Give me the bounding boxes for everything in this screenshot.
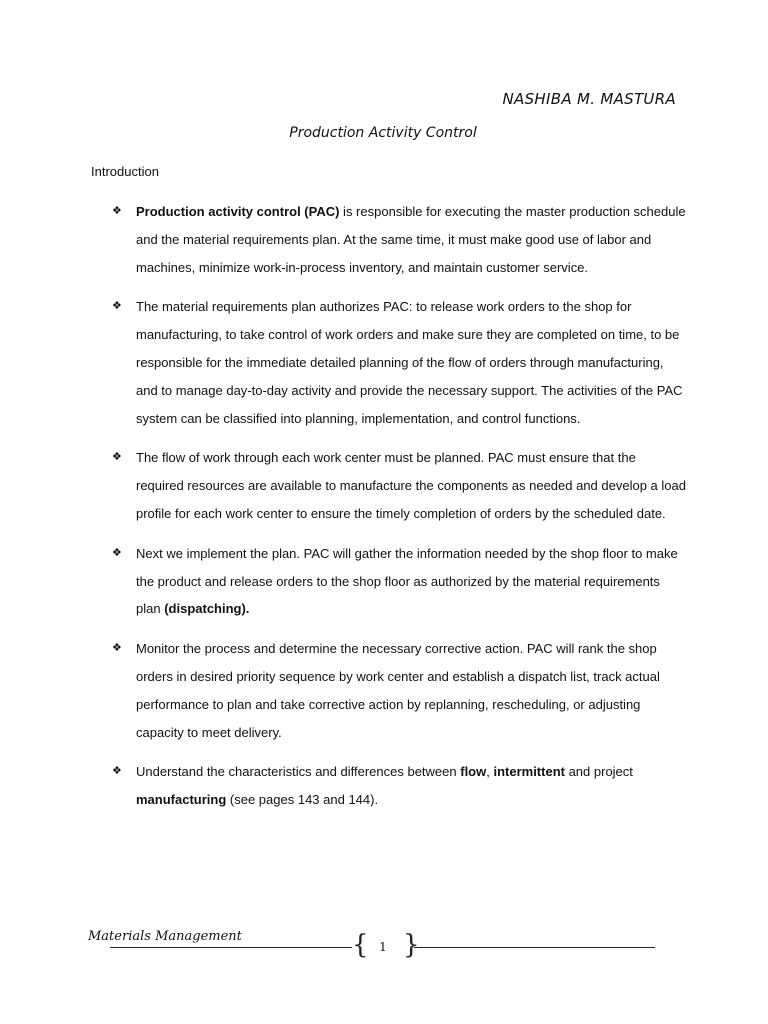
bullet-item (112, 444, 687, 527)
bullet-item (112, 540, 687, 623)
page-number: 1 (379, 940, 387, 954)
bullet-text: , (486, 764, 494, 780)
diamond-bullet-icon: ❖ (112, 300, 122, 313)
bold-term: flow (460, 764, 487, 780)
bold-term: Production activity control (PAC) (136, 204, 340, 219)
author-name: NASHIBA M. MASTURA (502, 90, 676, 108)
section-heading: Introduction (91, 164, 159, 179)
bullet-text: Understand the characteristics and differences between (136, 764, 461, 780)
footer-label: Materials Management (88, 929, 242, 944)
diamond-bullet-icon: ❖ (112, 205, 122, 217)
bullet-text: and project (564, 764, 633, 780)
bullet-text: The material requirements plan authorizes PAC: to release work orders to the shop for manufacturing, to take control of work orders and make sure they are completed on time, to be responsible for the immediate detailed planning of the flow of orders through manufacturing, and to manage day-to-day activity and provide the necessary support. The activities of the PAC system can be classified into planning, implementation, and control functions. (136, 299, 683, 426)
bullet-text: The flow of work through each work center must be planned. PAC must ensure that the required resources are available to manufacture the components as needed and develop a load profile for each work center to ensure the timely completion of orders by the scheduled date. (136, 450, 686, 521)
bullet-list (112, 198, 687, 826)
diamond-bullet-icon: ❖ (112, 642, 122, 655)
bullet-text: is responsible for executing the master production schedule and the material requirements plan. At the same time, it must make good use of labor and machines, minimize work-in-process inventory, and maintain customer service. (136, 204, 686, 275)
document-title: Production Activity Control (289, 125, 477, 141)
bold-term: manufacturing (136, 792, 227, 808)
bullet-text: (see pages 143 and 144). (226, 792, 379, 808)
bold-term: intermittent (493, 764, 565, 780)
bullet-item (112, 758, 687, 814)
left-brace-icon: { (352, 930, 369, 960)
bullet-text: Next we implement the plan. PAC will gather the information needed by the shop floor to make the product and release orders to the shop floor as authorized by the material requirements plan (136, 545, 678, 617)
right-brace-icon: } (403, 930, 420, 960)
bullet-item (112, 293, 687, 432)
bullet-item (112, 635, 687, 746)
bullet-item (112, 198, 687, 281)
diamond-bullet-icon: ❖ (112, 765, 122, 778)
diamond-bullet-icon: ❖ (112, 546, 122, 559)
bullet-text: Monitor the process and determine the necessary corrective action. PAC will rank the shop orders in desired priority sequence by work center and establish a dispatch list, track actual performance to plan and take corrective action by replanning, rescheduling, or adjusting capacity to meet delivery. (136, 641, 660, 740)
diamond-bullet-icon: ❖ (112, 451, 122, 464)
bold-term: (dispatching). (164, 601, 250, 617)
